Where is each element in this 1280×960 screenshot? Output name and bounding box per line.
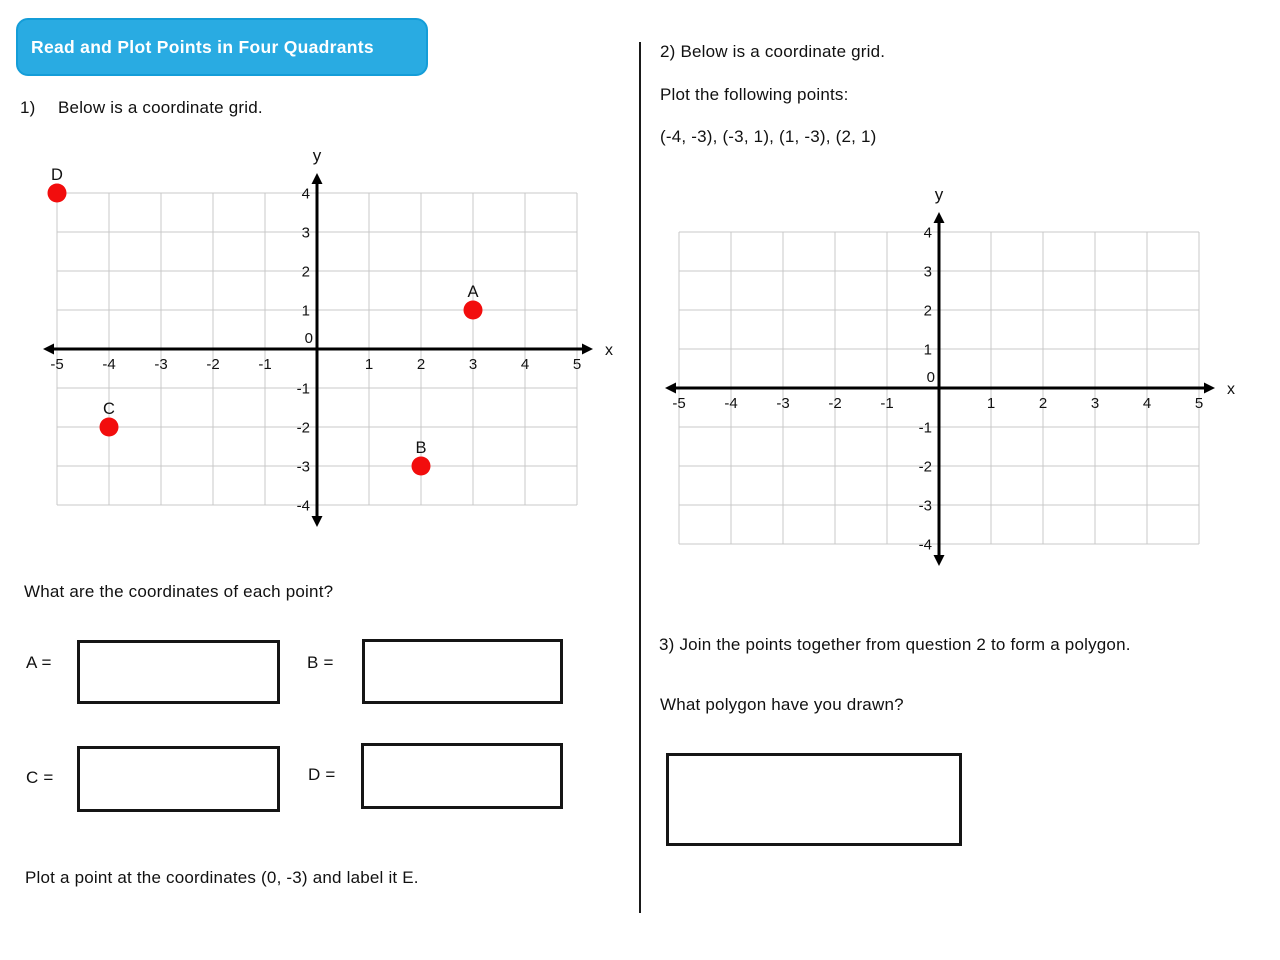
x-tick-label: 4: [520, 356, 530, 373]
y-tick-label: -2: [918, 458, 932, 476]
y-tick-label: 2: [923, 302, 932, 320]
x-tick-label: -4: [724, 395, 738, 412]
x-tick-label: -4: [102, 356, 116, 373]
column-divider: [639, 42, 641, 913]
y-tick-label: -2: [296, 419, 310, 437]
q1-plot-instruction: Plot a point at the coordinates (0, -3) and label it E.: [25, 868, 419, 887]
y-tick-label: -1: [918, 419, 932, 437]
y-axis-label: y: [312, 146, 322, 165]
x-axis-label: x: [605, 342, 613, 359]
y-tick-label: -1: [296, 380, 310, 398]
plotted-point-B: [412, 457, 431, 476]
x-tick-label: -5: [50, 356, 64, 373]
y-tick-label: 1: [301, 302, 310, 320]
q1-prompt: Below is a coordinate grid.: [58, 98, 263, 117]
answer-box-a[interactable]: [77, 640, 280, 704]
origin-label: 0: [304, 330, 313, 347]
answer-box-c[interactable]: [77, 746, 280, 812]
y-tick-label: 3: [301, 224, 310, 242]
x-tick-label: 2: [416, 356, 426, 373]
polygon-answer-box[interactable]: [666, 753, 962, 846]
x-tick-label: -1: [880, 395, 894, 412]
y-tick-label: -3: [296, 458, 310, 476]
y-tick-label: 2: [301, 263, 310, 281]
y-tick-label: 1: [923, 341, 932, 359]
x-tick-label: 2: [1038, 395, 1048, 412]
coordinate-grid-q2[interactable]: [650, 175, 1275, 587]
answer-label-d: D =: [308, 765, 336, 784]
x-tick-label: -1: [258, 356, 272, 373]
plotted-point-A: [464, 301, 483, 320]
axis-arrowhead: [665, 383, 676, 394]
q1-heading: [20, 98, 263, 118]
axis-arrowhead: [43, 344, 54, 355]
y-axis-label: y: [934, 185, 944, 204]
y-tick-label: -3: [918, 497, 932, 515]
title-banner: [16, 18, 428, 76]
answer-box-d[interactable]: [361, 743, 563, 809]
q2-instruction: Plot the following points:: [660, 85, 849, 104]
x-tick-label: -5: [672, 395, 686, 412]
q1-number: 1): [20, 98, 36, 117]
x-tick-label: 4: [1142, 395, 1152, 412]
axis-arrowhead: [1204, 383, 1215, 394]
coordinate-grid-q1[interactable]: [20, 140, 630, 545]
q3-question: What polygon have you drawn?: [660, 695, 904, 714]
y-tick-label: -4: [918, 536, 932, 554]
x-tick-label: 1: [986, 395, 996, 412]
x-tick-label: 5: [1194, 395, 1204, 412]
point-label-A: A: [467, 283, 479, 301]
point-label-D: D: [51, 166, 63, 184]
x-tick-label: -2: [828, 395, 842, 412]
x-tick-label: 3: [1090, 395, 1100, 412]
x-tick-label: 1: [364, 356, 374, 373]
x-tick-label: -2: [206, 356, 220, 373]
answer-label-b: B =: [307, 653, 334, 672]
point-label-C: C: [103, 400, 115, 418]
x-tick-label: -3: [776, 395, 790, 412]
axis-arrowhead: [582, 344, 593, 355]
x-axis-label: x: [1227, 381, 1235, 398]
x-tick-label: 3: [468, 356, 478, 373]
q2-heading: 2) Below is a coordinate grid.: [660, 42, 886, 61]
plotted-point-C: [100, 418, 119, 437]
y-tick-label: 4: [301, 185, 310, 203]
y-tick-label: 3: [923, 263, 932, 281]
answer-label-c: C =: [26, 768, 54, 787]
point-label-B: B: [415, 439, 427, 457]
q3-heading: 3) Join the points together from question 2 to form a polygon.: [659, 635, 1131, 654]
origin-label: 0: [926, 369, 935, 386]
x-tick-label: -3: [154, 356, 168, 373]
axis-arrowhead: [934, 555, 945, 566]
y-tick-label: 4: [923, 224, 932, 242]
axis-arrowhead: [312, 516, 323, 527]
y-tick-label: -4: [296, 497, 310, 515]
answer-box-b[interactable]: [362, 639, 563, 704]
q1-question: What are the coordinates of each point?: [24, 582, 334, 601]
x-tick-label: 5: [572, 356, 582, 373]
axis-arrowhead: [312, 173, 323, 184]
plotted-point-D: [48, 184, 67, 203]
worksheet-title: Read and Plot Points in Four Quadrants: [31, 36, 374, 57]
q2-points-list: (-4, -3), (-3, 1), (1, -3), (2, 1): [660, 127, 877, 146]
answer-label-a: A =: [26, 653, 52, 672]
axis-arrowhead: [934, 212, 945, 223]
